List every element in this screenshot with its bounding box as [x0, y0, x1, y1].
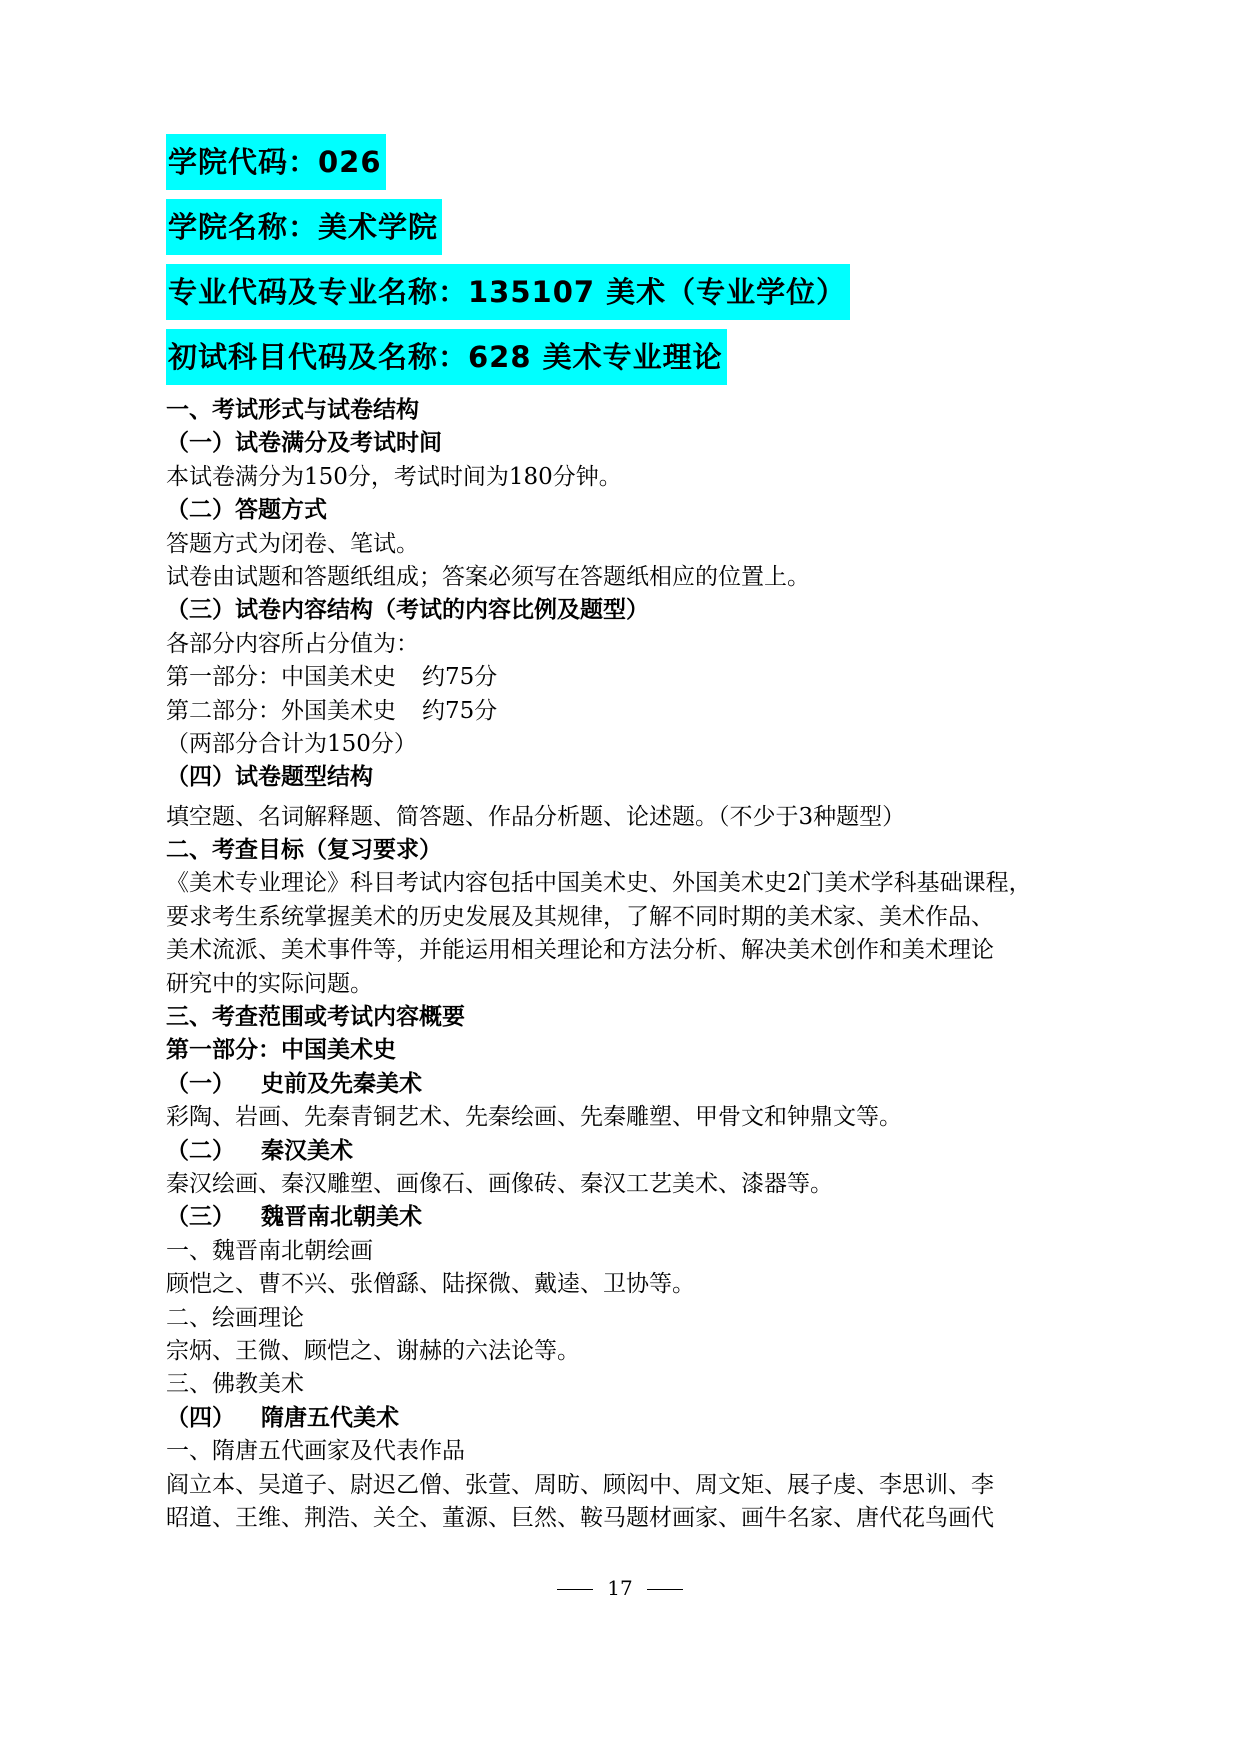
- chapter-name: 史前及先秦美术: [261, 1070, 422, 1097]
- paragraph: 本试卷满分为150分，考试时间为180分钟。: [166, 463, 622, 490]
- paragraph: 填空题、名词解释题、简答题、作品分析题、论述题。（不少于3种题型）: [166, 803, 906, 830]
- sub-item-heading: 一、魏晋南北朝绘画: [166, 1237, 373, 1264]
- section-heading: 三、考查范围或考试内容概要: [166, 1004, 465, 1031]
- major-name: 专业代码及专业名称：135107 美术（专业学位）: [166, 264, 850, 320]
- paragraph-line: 《美术专业理论》科目考试内容包括中国美术史、外国美术史2门美术学科基础课程，: [166, 870, 1032, 897]
- subsection-heading: （二）答题方式: [166, 497, 327, 524]
- page-number: 17: [607, 1576, 633, 1600]
- paragraph: 秦汉绘画、秦汉雕塑、画像石、画像砖、秦汉工艺美术、漆器等。: [166, 1170, 833, 1197]
- sub-item-heading: 二、绘画理论: [166, 1304, 304, 1331]
- paragraph: （两部分合计为150分）: [166, 730, 417, 757]
- sub-item-heading: 三、佛教美术: [166, 1371, 304, 1398]
- chapter-number: （一）: [166, 1070, 235, 1097]
- paragraph: 彩陶、岩画、先秦青铜艺术、先秦绘画、先秦雕塑、甲骨文和钟鼎文等。: [166, 1104, 902, 1131]
- paragraph: 答题方式为闭卷、笔试。: [166, 530, 419, 557]
- chapter-number: （四）: [166, 1404, 235, 1431]
- chapter-name: 隋唐五代美术: [261, 1404, 399, 1431]
- part-score: 约75分: [422, 664, 498, 691]
- sub-item-heading: 一、隋唐五代画家及代表作品: [166, 1438, 465, 1465]
- page-footer: [0, 1576, 1240, 1600]
- part-score: 约75分: [422, 697, 498, 724]
- footer-dash-right: [647, 1589, 683, 1590]
- chapter-number: （二）: [166, 1137, 235, 1164]
- chapter-number: （三）: [166, 1204, 235, 1231]
- section-heading: 一、考试形式与试卷结构: [166, 397, 419, 423]
- part-heading: 第一部分：中国美术史: [166, 1037, 396, 1064]
- exam-subject: 初试科目代码及名称：628 美术专业理论: [166, 329, 727, 385]
- paragraph-line: 昭道、王维、荆浩、关仝、董源、巨然、鞍马题材画家、画牛名家、唐代花鸟画代: [166, 1504, 994, 1531]
- footer-dash-left: [557, 1589, 593, 1590]
- subsection-heading: （四）试卷题型结构: [166, 764, 373, 791]
- paragraph-line: 阎立本、吴道子、尉迟乙僧、张萱、周昉、顾闳中、周文矩、展子虔、李思训、李: [166, 1471, 994, 1498]
- paragraph: 各部分内容所占分值为：: [166, 630, 419, 657]
- part-name: 第一部分：中国美术史: [166, 664, 396, 691]
- chapter-name: 魏晋南北朝美术: [261, 1204, 422, 1231]
- paragraph: 试卷由试题和答题纸组成；答案必须写在答题纸相应的位置上。: [166, 563, 810, 590]
- paragraph: 顾恺之、曹不兴、张僧繇、陆探微、戴逵、卫协等。: [166, 1271, 695, 1298]
- chapter-name: 秦汉美术: [261, 1137, 353, 1164]
- score-row-part2: [166, 695, 1086, 728]
- subsection-heading: （三）试卷内容结构（考试的内容比例及题型）: [166, 597, 649, 624]
- paragraph-line: 研究中的实际问题。: [166, 970, 373, 997]
- college-name: 学院名称：美术学院: [166, 199, 442, 255]
- chapter-heading: [166, 1068, 1086, 1101]
- score-row-part1: [166, 661, 1086, 694]
- paragraph-line: 美术流派、美术事件等，并能运用相关理论和方法分析、解决美术创作和美术理论: [166, 937, 994, 964]
- college-code: 学院代码：026: [166, 134, 386, 190]
- document-body: [166, 394, 1086, 1535]
- subsection-heading: （一）试卷满分及考试时间: [166, 430, 442, 457]
- part-name: 第二部分：外国美术史: [166, 697, 396, 724]
- paragraph-line: 要求考生系统掌握美术的历史发展及其规律，了解不同时期的美术家、美术作品、: [166, 903, 994, 930]
- section-heading: 二、考查目标（复习要求）: [166, 837, 442, 864]
- chapter-heading: [166, 1135, 1086, 1168]
- chapter-heading: [166, 1201, 1086, 1234]
- paragraph: 宗炳、王微、顾恺之、谢赫的六法论等。: [166, 1337, 580, 1364]
- chapter-heading: [166, 1402, 1086, 1435]
